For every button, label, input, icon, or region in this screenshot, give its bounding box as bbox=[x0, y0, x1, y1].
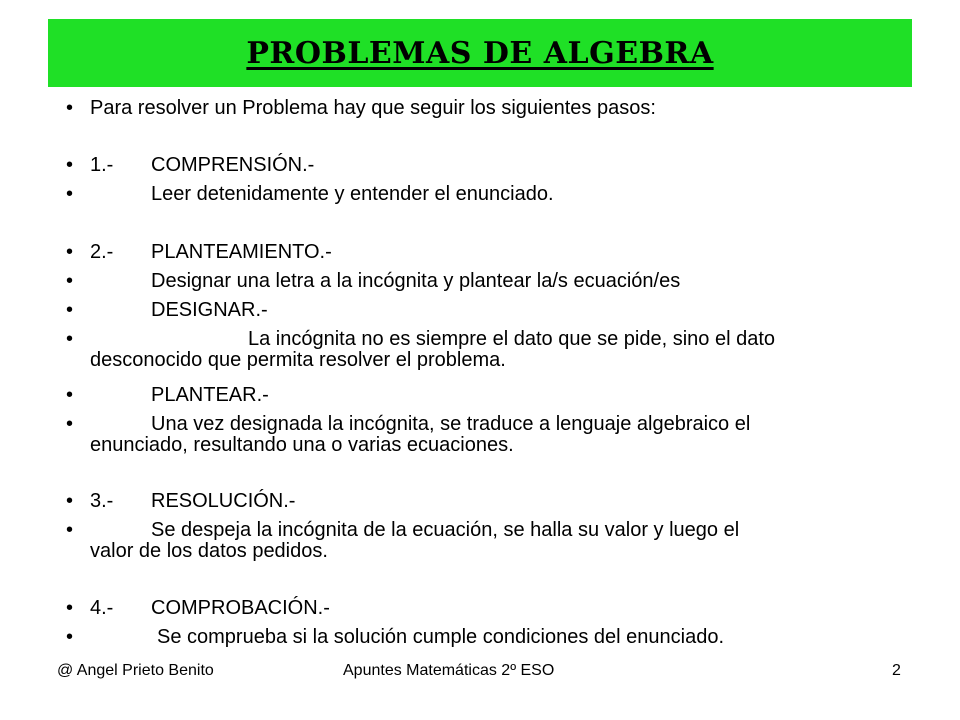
step-heading: COMPROBACIÓN.- bbox=[151, 597, 330, 619]
step-heading: COMPRENSIÓN.- bbox=[151, 154, 315, 176]
bullet: • bbox=[66, 626, 74, 648]
intro-text: Para resolver un Problema hay que seguir los siguientes pasos: bbox=[90, 97, 656, 119]
bullet: • bbox=[66, 490, 74, 512]
step-text: Designar una letra a la incógnita y plantear la/s ecuación/es bbox=[151, 270, 681, 292]
step4-text: Se comprueba si la solución cumple condiciones del enunciado. bbox=[157, 626, 725, 648]
bullet: • bbox=[66, 299, 74, 321]
step3-text-line-2: valor de los datos pedidos. bbox=[90, 540, 328, 562]
step-number: 2.- bbox=[90, 241, 114, 263]
step-heading: PLANTEAMIENTO.- bbox=[151, 241, 332, 263]
step-text: Leer detenidamente y entender el enunciado. bbox=[151, 183, 554, 205]
step3-text-line-1: Se despeja la incógnita de la ecuación, se halla su valor y luego el bbox=[151, 519, 740, 541]
designar-text-line-1: La incógnita no es siempre el dato que se pide, sino el dato bbox=[248, 328, 776, 350]
bullet: • bbox=[66, 519, 74, 541]
bullet: • bbox=[66, 154, 74, 176]
footer-course: Apuntes Matemáticas 2º ESO bbox=[343, 662, 555, 679]
footer-page-number: 2 bbox=[892, 662, 901, 679]
bullet: • bbox=[66, 241, 74, 263]
bullet: • bbox=[66, 270, 74, 292]
bullet: • bbox=[66, 97, 74, 119]
step-heading: RESOLUCIÓN.- bbox=[151, 490, 296, 512]
bullet: • bbox=[66, 328, 74, 350]
designar-text-line-2: desconocido que permita resolver el problema. bbox=[90, 349, 506, 371]
slide-title: PROBLEMAS DE ALGEBRA bbox=[246, 35, 714, 71]
bullet: • bbox=[66, 384, 74, 406]
sub-heading-designar: DESIGNAR.- bbox=[151, 299, 268, 321]
plantear-text-line-1: Una vez designada la incógnita, se traduce a lenguaje algebraico el bbox=[151, 413, 751, 435]
footer-author: @ Angel Prieto Benito bbox=[57, 662, 214, 679]
step-number: 4.- bbox=[90, 597, 114, 619]
bullet: • bbox=[66, 597, 74, 619]
bullet: • bbox=[66, 413, 74, 435]
title-banner bbox=[48, 19, 912, 87]
plantear-text-line-2: enunciado, resultando una o varias ecuaciones. bbox=[90, 434, 514, 456]
sub-heading-plantear: PLANTEAR.- bbox=[151, 384, 269, 406]
step-number: 3.- bbox=[90, 490, 114, 512]
step-number: 1.- bbox=[90, 154, 114, 176]
bullet: • bbox=[66, 183, 74, 205]
